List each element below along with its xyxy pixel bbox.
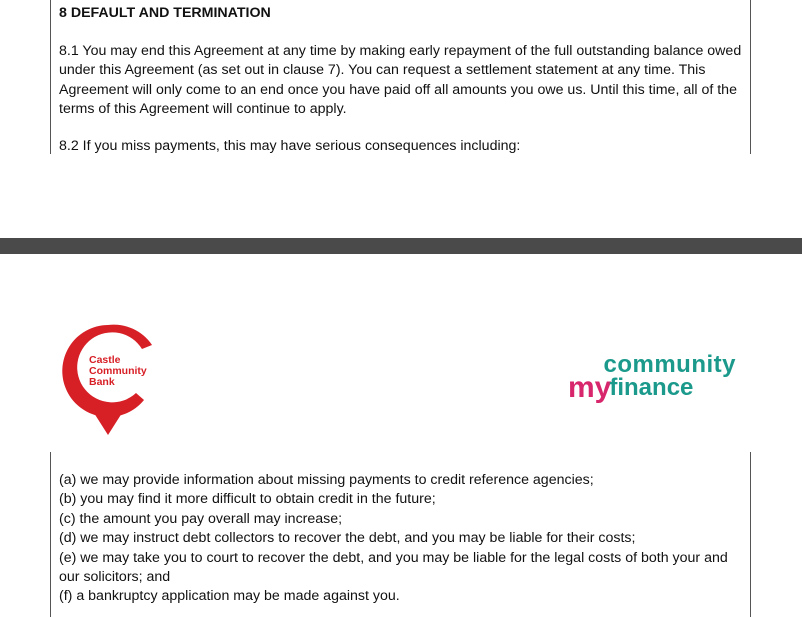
cmf-word-finance: finance [609, 374, 694, 401]
section-heading: 8 DEFAULT AND TERMINATION [59, 5, 271, 21]
consequence-item: (c) the amount you pay overall may increase; [59, 510, 343, 527]
ccb-wordmark-line: Castle [89, 354, 121, 366]
cmf-word-my: my [568, 371, 612, 404]
page-left-border [50, 452, 51, 617]
consequence-item: (a) we may provide information about missing payments to credit reference agencies; [59, 472, 594, 488]
consequence-item: (e) we may take you to court to recover the debt, and you may be liable for the legal costs of both your and [59, 549, 728, 566]
page-divider [0, 238, 802, 254]
page-right-border [750, 452, 751, 617]
consequence-item: (b) you may find it more difficult to obtain credit in the future; [59, 491, 436, 508]
page-left-border [50, 0, 51, 154]
clause-8-1-line: terms of this Agreement will continue to apply. [59, 101, 347, 118]
consequence-item: (f) a bankruptcy application may be made against you. [59, 588, 400, 605]
clause-8-1 [59, 42, 749, 120]
consequence-item: (d) we may instruct debt collectors to recover the debt, and you may be liable for their costs; [59, 530, 636, 547]
castle-community-bank-wordmark [89, 355, 147, 388]
clause-8-1-line: 8.1 You may end this Agreement at any time by making early repayment of the full outstanding balance owed [59, 43, 742, 59]
consequences-list [59, 471, 749, 607]
consequence-item: our solicitors; and [59, 569, 171, 586]
ccb-wordmark-line: Bank [89, 376, 115, 388]
clause-8-2: 8.2 If you miss payments, this may have serious consequences including: [59, 138, 521, 154]
clause-8-1-line: under this Agreement (as set out in clause 7). You can request a settlement statement at any time. This [59, 62, 706, 79]
clause-8-1-line: Agreement will only come to an end once you have paid off all amounts you owe us. Until this time, all of the [59, 81, 737, 98]
ccb-wordmark-line: Community [89, 365, 147, 377]
document-page-top [0, 0, 802, 238]
page-right-border [750, 0, 751, 154]
community-my-finance-logo [566, 352, 736, 402]
cmf-word-community: community [603, 351, 736, 378]
